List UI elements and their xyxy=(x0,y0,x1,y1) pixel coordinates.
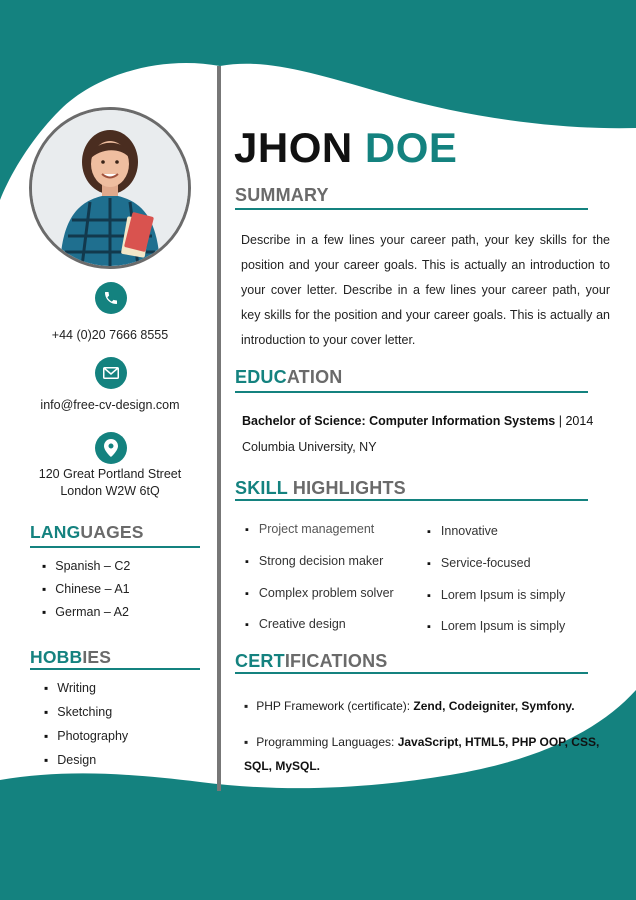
hobbies-underline xyxy=(30,668,200,670)
skill-item: ▪ Project management xyxy=(245,522,374,536)
person-illustration xyxy=(32,110,188,266)
hobbies-heading-rest: IES xyxy=(82,647,112,667)
language-item: ▪ Spanish – C2 xyxy=(42,559,130,573)
certifications-heading xyxy=(235,651,387,672)
skills-underline xyxy=(235,499,588,501)
column-divider xyxy=(217,66,221,791)
hobby-item: ▪ Sketching xyxy=(44,705,112,719)
skills-heading-accent: SKILL xyxy=(235,478,288,498)
education-school: Columbia University, NY xyxy=(242,440,377,454)
languages-heading-accent: LANG xyxy=(30,522,81,542)
bottom-wave xyxy=(0,690,636,900)
summary-underline xyxy=(235,208,588,210)
address xyxy=(20,466,200,500)
languages-heading-rest: UAGES xyxy=(80,522,144,542)
certification-label: PHP Framework (certificate): xyxy=(256,699,414,713)
summary-text: Describe in a few lines your career path, your key skills for the position and your career goals. This is actually an introduction to your cover letter. Describe in a few lines your career path, your key skills for the position and your career goals. This is actually an introduction to your cover letter. xyxy=(241,233,610,347)
first-name: JHON xyxy=(234,124,353,171)
phone-number: +44 (0)20 7666 8555 xyxy=(51,328,169,342)
hobbies-heading-accent: HOBB xyxy=(30,647,83,667)
education-heading-accent: EDUC xyxy=(235,367,287,387)
hobby-item: ▪ Writing xyxy=(44,681,96,695)
skill-item: ▪ Lorem Ipsum is simply xyxy=(427,619,565,633)
email-address: info@free-cv-design.com xyxy=(40,398,180,412)
language-item: ▪ Chinese – A1 xyxy=(42,582,130,596)
last-name: DOE xyxy=(364,124,458,171)
skill-item: ▪ Lorem Ipsum is simply xyxy=(427,588,565,602)
skill-item: ▪ Service-focused xyxy=(427,556,531,570)
skill-item: ▪ Complex problem solver xyxy=(245,586,394,600)
skills-heading-rest: HIGHLIGHTS xyxy=(287,478,406,498)
education-underline xyxy=(235,391,588,393)
certifications-heading-rest: IFICATIONS xyxy=(284,651,388,671)
certifications-underline xyxy=(235,672,588,674)
skill-item: ▪ Creative design xyxy=(245,617,346,631)
address-line-2: London W2W 6tQ xyxy=(60,484,160,498)
education-heading xyxy=(235,367,342,388)
certification-value: JavaScript, HTML5, PHP OOP, CSS, SQL, MySQL. xyxy=(244,735,600,773)
education-separator: | xyxy=(558,414,562,428)
education-degree-line xyxy=(242,414,593,428)
certification-label: Programming Languages: xyxy=(256,735,398,749)
skill-item: ▪ Innovative xyxy=(427,524,498,538)
address-line-1: 120 Great Portland Street xyxy=(38,467,182,481)
education-year: 2014 xyxy=(565,414,594,428)
full-name xyxy=(234,124,457,172)
language-item: ▪ German – A2 xyxy=(42,605,129,619)
map-pin-icon xyxy=(95,432,127,464)
certification-item: ▪ Programming Languages: JavaScript, HTML5, PHP OOP, CSS, SQL, MySQL. xyxy=(244,735,600,773)
skills-heading xyxy=(235,478,406,499)
hobbies-heading xyxy=(30,647,111,668)
hobby-item: ▪ Design xyxy=(44,753,96,767)
hobby-item: ▪ Photography xyxy=(44,729,128,743)
languages-underline xyxy=(30,546,200,548)
certification-item: ▪ PHP Framework (certificate): Zend, Codeigniter, Symfony. xyxy=(244,699,575,713)
skill-item: ▪ Strong decision maker xyxy=(245,554,383,568)
education-heading-rest: ATION xyxy=(286,367,343,387)
phone-icon xyxy=(95,282,127,314)
education-degree: Bachelor of Science: Computer Information Systems xyxy=(242,414,556,428)
languages-heading xyxy=(30,522,144,543)
certifications-heading-accent: CERT xyxy=(235,651,285,671)
certification-value: Zend, Codeigniter, Symfony. xyxy=(413,699,575,713)
envelope-icon xyxy=(95,357,127,389)
summary-heading: SUMMARY xyxy=(235,185,329,205)
profile-photo xyxy=(29,107,191,269)
